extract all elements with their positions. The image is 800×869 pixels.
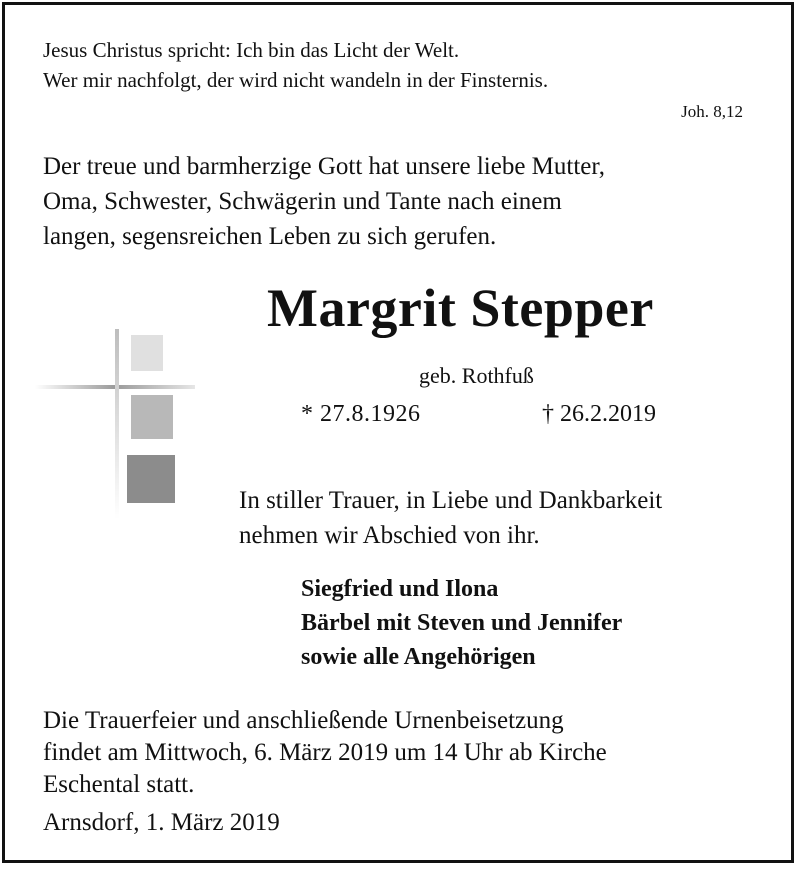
cross-vertical-beam xyxy=(115,329,119,519)
verse-reference: Joh. 8,12 xyxy=(681,102,743,121)
emblem-square-light xyxy=(131,335,163,371)
bible-verse xyxy=(43,35,548,95)
service-line-3: Eschental statt. xyxy=(43,771,195,798)
emblem-square-mid xyxy=(131,395,173,439)
obituary-notice xyxy=(2,2,794,863)
family-list xyxy=(301,572,622,674)
place-and-date: Arnsdorf, 1. März 2019 xyxy=(43,809,280,836)
service-info xyxy=(43,705,607,801)
emblem-square-dark xyxy=(127,455,175,503)
service-line-2: findet am Mittwoch, 6. März 2019 um 14 Uhr ab Kirche xyxy=(43,739,607,766)
intro-text xyxy=(43,149,605,254)
family-member: Siegfried und Ilona xyxy=(301,576,499,602)
verse-line-1: Jesus Christus spricht: Ich bin das Licht der Welt. xyxy=(43,38,460,62)
service-line-1: Die Trauerfeier und anschließende Urnenbeisetzung xyxy=(43,707,564,734)
cross-icon xyxy=(35,325,205,525)
mourning-line-2: nehmen wir Abschied von ihr. xyxy=(239,522,540,549)
intro-line-3: langen, segensreichen Leben zu sich gerufen. xyxy=(43,223,497,250)
intro-line-1: Der treue und barmherzige Gott hat unsere liebe Mutter, xyxy=(43,153,605,180)
mourning-text xyxy=(239,483,662,553)
verse-line-2: Wer mir nachfolgt, der wird nicht wandeln in der Finsternis. xyxy=(43,68,549,92)
mourning-line-1: In stiller Trauer, in Liebe und Dankbarkeit xyxy=(239,487,663,514)
intro-line-2: Oma, Schwester, Schwägerin und Tante nach einem xyxy=(43,188,562,215)
death-date: † 26.2.2019 xyxy=(542,401,656,427)
deceased-name: Margrit Stepper xyxy=(267,278,654,338)
maiden-name: geb. Rothfuß xyxy=(419,363,534,388)
family-member: Bärbel mit Steven und Jennifer xyxy=(301,610,623,636)
family-member: sowie alle Angehörigen xyxy=(301,644,536,670)
birth-date: * 27.8.1926 xyxy=(301,401,421,427)
